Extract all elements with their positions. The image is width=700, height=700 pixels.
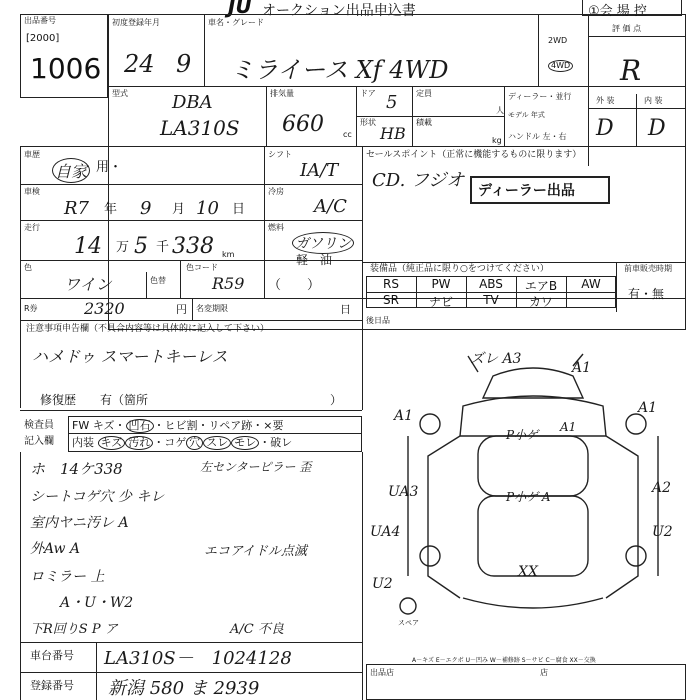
ac-value: A/C [314, 196, 347, 217]
mileage-sen: 5 [134, 234, 148, 259]
lot-number: 1006 [30, 52, 102, 85]
rule [20, 184, 362, 185]
equip-abs: ABS [479, 277, 503, 291]
damage-legend: A－キズ E－エクボ U－凹み W－補修跡 S－サビ C－腐食 XX－交換 [412, 657, 596, 664]
inspection-month: 9 [140, 198, 152, 219]
color-code-value: R59 [212, 274, 245, 293]
chassis-value: LA310S－ 1024128 [104, 648, 292, 669]
form-code: [2000] [26, 33, 60, 44]
diesel-label: 軽 油 [296, 253, 333, 267]
lot-number-label: 出品番号 [24, 16, 56, 25]
rule [20, 146, 21, 408]
model-label: 型式 [112, 89, 128, 98]
inspection-year: R7 [64, 198, 90, 219]
diag-mark-center: P小ゲ A [506, 490, 551, 504]
model-code-value: LA310S [160, 116, 240, 140]
check-replace: ・×要 [252, 419, 284, 432]
rule [20, 642, 362, 643]
inspector-note-2: シートコゲ穴 少 キレ [30, 489, 165, 505]
repair-label: 修復歴 有（箇所 [40, 393, 149, 407]
yen-label: 円 [176, 303, 187, 316]
rule [20, 672, 362, 673]
day-unit: 日 [232, 202, 246, 217]
chassis-label: 車台番号 [30, 649, 74, 662]
equip-leather: カワ [528, 295, 553, 309]
name-change-label: 名変期限 [196, 304, 228, 313]
interior-label: 内 装 [644, 96, 663, 105]
rule [538, 14, 539, 86]
equip-sr: SR [383, 293, 399, 307]
shift-value: IA/T [300, 160, 339, 181]
fuel-label: 燃料 [268, 223, 284, 232]
ownership-value [52, 158, 90, 183]
diag-mark-a3: ズレ A3 [470, 351, 522, 367]
inspector-note-5: ロミラー 上 [30, 569, 105, 585]
first-reg-month: 9 [176, 50, 192, 78]
equip-pw: PW [431, 277, 451, 291]
mileage-man: 14 [74, 234, 102, 259]
inspector-note-4b: エコアイドル点滅 [204, 544, 307, 559]
rule [362, 298, 363, 410]
entry-dirt: 汚れ [125, 436, 153, 450]
mileage-label: 走行 [24, 223, 40, 232]
model-year-label: モデル 年式 [508, 111, 545, 119]
car-name-value: ミライース Xf 4WD [230, 56, 449, 84]
diag-mark-a1-mid: A1 [560, 420, 577, 434]
entry-hole: 穴 [186, 436, 203, 450]
stamp-box [366, 664, 686, 700]
exterior-label: 外 装 [596, 96, 615, 105]
fuel-paren: （ ） [268, 278, 321, 293]
spare-label: スペア [398, 619, 419, 627]
dealer-stamp: ディーラー出品 [478, 183, 575, 199]
doors-label: ドア [360, 89, 376, 98]
load-unit: kg [492, 136, 502, 145]
score-label: 評 価 点 [612, 24, 642, 33]
rule [362, 262, 686, 263]
ac-label: 冷房 [268, 187, 284, 196]
interior-value: D [648, 116, 666, 141]
rule [588, 36, 686, 37]
color-label: 色 [24, 263, 32, 272]
rule [266, 86, 267, 146]
diag-mark-a1-right: A1 [638, 400, 658, 416]
check-row [72, 419, 284, 433]
sen-unit: 千 [156, 240, 170, 255]
entry-burn: ・コゲ [153, 436, 187, 449]
equip-label: 装備品（純正品に限り○をつけてください） [370, 264, 549, 274]
disp-label: 排気量 [270, 89, 294, 98]
ownership-opts: 用・ [96, 160, 123, 175]
rule [108, 146, 686, 147]
notes-header: 注意事項申告欄（不具合内容等は具体的に記入して下さい） [26, 324, 270, 334]
rule [68, 433, 362, 434]
diag-mark-roof: P小ゲ [506, 428, 539, 442]
rule [192, 298, 193, 320]
fuel-value [292, 232, 354, 254]
score-value: R [620, 54, 642, 87]
rule [20, 220, 362, 221]
stamp-label: 出品店 [370, 668, 394, 677]
entry-col-label: 記入欄 [24, 436, 54, 447]
color-value: ワイン [64, 275, 112, 294]
sales-time-label: 前車販売時期 [624, 264, 672, 273]
post-date-label: 後日品 [366, 316, 390, 325]
inspector-note-4: 外Aw A [30, 541, 81, 557]
fuel-circle: ガソリン [292, 232, 354, 254]
model-value: DBA [172, 92, 213, 113]
regno-label: 登録番号 [30, 679, 74, 692]
man-unit: 万 [116, 240, 130, 255]
stamp-suffix: 店 [540, 668, 548, 677]
rcert-label: R券 [24, 304, 38, 313]
diag-mark-xx: XX [518, 564, 538, 580]
mileage-rest: 338 [172, 234, 214, 259]
diag-mark-a1-top: A1 [572, 360, 592, 376]
rule [362, 146, 363, 298]
inspector-note-1b: 左センターピラー 歪 [200, 460, 312, 474]
shift-label: シフト [268, 150, 292, 159]
first-reg-label: 初度登録年月 [112, 18, 160, 27]
check-crack: ・ヒビ割 [153, 419, 198, 432]
check-col-label: 検査員 [24, 420, 54, 431]
entry-row [72, 436, 292, 450]
dealer-import-label: ディーラー・並行 [508, 92, 572, 101]
diag-mark-a1-left: A1 [394, 408, 414, 424]
load-label: 積載 [416, 118, 432, 127]
body-label: 形状 [360, 118, 376, 127]
rule [20, 642, 21, 700]
diag-mark-a2: A2 [652, 480, 672, 496]
regno-value: 新潟 580 ま 2939 [108, 678, 260, 699]
diag-mark-ua3: UA3 [388, 484, 419, 500]
rule [588, 108, 686, 109]
equip-airbag: エアB [524, 279, 558, 293]
color-code-label: 色コード [186, 263, 218, 272]
rule [96, 642, 97, 700]
rule [146, 272, 147, 298]
rule [180, 260, 181, 298]
check-fw: FW [72, 419, 90, 432]
repair-close: ） [330, 393, 343, 407]
rule [504, 86, 505, 146]
inspector-note-6: A・U・W2 [60, 595, 134, 611]
entry-scratch: キズ [98, 436, 126, 450]
car-name-label: 車名・グレード [208, 18, 264, 27]
color-change-label: 色替 [150, 276, 166, 285]
rule [20, 452, 21, 642]
rule [20, 320, 362, 321]
notes-value: ハメドゥ スマートキーレス [32, 347, 228, 366]
entry-wear: スレ [203, 436, 231, 450]
entry-tear: ・破レ [259, 436, 293, 449]
entry-interior: 内装 [72, 436, 94, 449]
ownership-label: 車歴 [24, 150, 40, 159]
rule [204, 14, 205, 86]
rule [362, 452, 363, 642]
rule [20, 146, 108, 147]
form-title: オークション出品申込書 [262, 3, 416, 19]
check-repair: ・リペア跡 [197, 419, 253, 432]
drive-4wd [548, 60, 573, 72]
first-reg-year: 24 [124, 50, 155, 78]
venue-label: ①会 場 控 [588, 4, 647, 19]
cap-label: 定員 [416, 89, 432, 98]
body-value: HB [380, 124, 406, 143]
ju-logo: JU [228, 0, 252, 18]
check-scratch: キズ・ [92, 419, 126, 432]
cc-label: cc [343, 130, 352, 139]
drive-4wd-circle: 4WD [548, 60, 573, 72]
entry-leak: モレ [231, 436, 259, 450]
diag-mark-u2-right: U2 [652, 524, 673, 540]
equip-aw: AW [581, 277, 601, 291]
handle-label: ハンドル 左・右 [508, 132, 567, 141]
check-chip: 凹石 [126, 419, 154, 433]
drive-2wd: 2WD [548, 36, 568, 45]
rule [264, 146, 265, 298]
exterior-value: D [596, 116, 614, 141]
rcert-value: 2320 [84, 299, 125, 318]
inspector-note-3: 室内ヤニ汚レ A [30, 515, 129, 531]
ownership-circle: 自家 [52, 158, 90, 183]
month-unit: 月 [172, 202, 186, 217]
ari-nashi: 有・無 [628, 287, 665, 301]
diag-mark-ua4: UA4 [370, 524, 401, 540]
day-label: 日 [340, 303, 351, 316]
rule [362, 642, 363, 700]
doors-value: 5 [386, 92, 398, 113]
inspection-day: 10 [196, 198, 219, 219]
equip-tv: TV [483, 293, 499, 307]
inspector-note-7b: A/C 不良 [230, 622, 284, 637]
inspection-label: 車検 [24, 187, 40, 196]
disp-value: 660 [282, 112, 324, 137]
rule [356, 116, 504, 117]
equip-navi: ナビ [428, 295, 453, 309]
rule [636, 94, 637, 146]
equip-rs: RS [383, 277, 399, 291]
sales-point-label: セールスポイント（正常に機能するものに限ります） [366, 150, 582, 160]
rule [616, 262, 617, 312]
sales-point-value: CD. フジオ [372, 170, 465, 191]
inspector-note-7: 下R回りS P ア [30, 622, 118, 637]
rule [20, 410, 362, 411]
rule [108, 86, 686, 87]
km-unit: km [222, 250, 235, 259]
year-unit: 年 [104, 202, 118, 217]
cap-unit: 人 [496, 106, 504, 115]
diag-mark-u2-left: U2 [372, 576, 393, 592]
inspector-note-1: ホ 14ケ338 [30, 460, 123, 478]
